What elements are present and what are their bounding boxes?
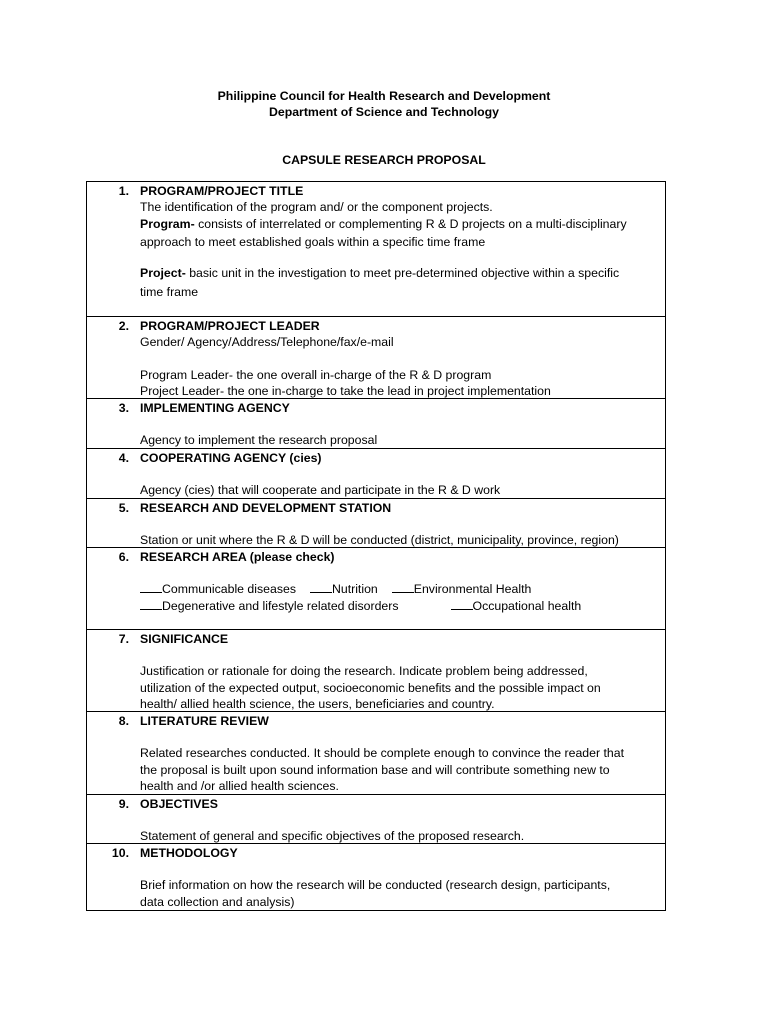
section-text: approach to meet established goals within a specific time frame xyxy=(140,234,486,249)
section-text: data collection and analysis) xyxy=(140,894,295,909)
checkbox-blank[interactable] xyxy=(392,581,414,593)
section-text: Project Leader- the one in-charge to take the lead in project implementation xyxy=(140,383,551,398)
section-text: Gender/ Agency/Address/Telephone/fax/e-mail xyxy=(140,335,394,350)
section-heading: RESEARCH AREA (please check) xyxy=(140,550,335,564)
program-definition: consists of interrelated or complementing R & D projects on a multi-disciplinary xyxy=(194,216,627,231)
checkbox-blank[interactable] xyxy=(310,581,332,593)
section-number: 1. xyxy=(118,184,129,198)
section-heading: SIGNIFICANCE xyxy=(140,632,229,646)
section-text: Brief information on how the research will be conducted (research design, participants, xyxy=(140,878,611,893)
section-number: 5. xyxy=(118,501,129,515)
section-number: 10. xyxy=(111,846,129,860)
document-title: CAPSULE RESEARCH PROPOSAL xyxy=(282,153,486,167)
section-number: 7. xyxy=(118,632,129,646)
section-text: Justification or rationale for doing the research. Indicate problem being addressed, xyxy=(140,664,588,679)
section-heading: COOPERATING AGENCY (cies) xyxy=(140,451,322,465)
section-heading: PROGRAM/PROJECT LEADER xyxy=(140,319,320,333)
option-environmental-health: Environmental Health xyxy=(413,582,532,597)
section-text: time frame xyxy=(140,285,199,300)
section-research-station xyxy=(87,499,665,548)
proposal-table xyxy=(86,181,666,911)
section-program-leader xyxy=(87,317,665,399)
section-number: 9. xyxy=(118,797,129,811)
organization-name: Philippine Council for Health Research and Development xyxy=(217,89,551,103)
checkbox-blank[interactable] xyxy=(140,598,162,610)
section-text: Statement of general and specific objectives of the proposed research. xyxy=(140,829,525,844)
section-text: health and /or allied health sciences. xyxy=(140,778,339,793)
section-heading: RESEARCH AND DEVELOPMENT STATION xyxy=(140,501,392,515)
section-number: 6. xyxy=(118,550,129,564)
section-text: Agency (cies) that will cooperate and participate in the R & D work xyxy=(140,483,501,498)
option-degenerative-disorders: Degenerative and lifestyle related disorders xyxy=(162,598,399,613)
section-number: 3. xyxy=(118,401,129,415)
section-heading: PROGRAM/PROJECT TITLE xyxy=(140,184,304,198)
checkbox-blank[interactable] xyxy=(140,581,162,593)
section-text: the proposal is built upon sound information base and will contribute something new to xyxy=(140,762,610,777)
section-literature-review xyxy=(87,712,665,795)
department-name: Department of Science and Technology xyxy=(268,105,500,119)
research-area-options-row xyxy=(140,598,657,614)
research-area-options-row xyxy=(140,581,657,597)
section-text: Station or unit where the R & D will be conducted (district, municipality, province, region) xyxy=(140,533,619,548)
option-nutrition: Nutrition xyxy=(331,582,378,597)
section-number: 8. xyxy=(118,714,129,728)
section-text: utilization of the expected output, socioeconomic benefits and the possible impact on xyxy=(140,680,601,695)
section-text: Related researches conducted. It should be complete enough to convince the reader that xyxy=(140,746,624,761)
section-text xyxy=(140,265,657,281)
project-definition: basic unit in the investigation to meet pre-determined objective within a specific xyxy=(185,266,620,281)
section-implementing-agency xyxy=(87,399,665,449)
option-occupational-health: Occupational health xyxy=(472,598,582,613)
section-heading: METHODOLOGY xyxy=(140,846,238,860)
section-number: 4. xyxy=(118,451,129,465)
section-cooperating-agency xyxy=(87,449,665,499)
option-communicable-diseases: Communicable diseases xyxy=(162,582,296,597)
section-text: Program Leader- the one overall in-charge of the R & D program xyxy=(140,367,492,382)
section-heading: OBJECTIVES xyxy=(140,797,218,811)
section-heading: LITERATURE REVIEW xyxy=(140,714,269,728)
section-text xyxy=(140,216,657,232)
section-text: Agency to implement the research proposal xyxy=(140,433,378,448)
checkbox-blank[interactable] xyxy=(451,598,473,610)
section-objectives xyxy=(87,795,665,844)
section-program-title xyxy=(87,182,665,317)
project-label: Project- xyxy=(140,266,186,281)
section-heading: IMPLEMENTING AGENCY xyxy=(140,401,290,415)
section-methodology xyxy=(87,844,665,910)
section-number: 2. xyxy=(118,319,129,333)
section-research-area xyxy=(87,548,665,630)
program-label: Program- xyxy=(140,216,195,231)
section-significance xyxy=(87,630,665,712)
section-text: health/ allied health science, the users, beneficiaries and country. xyxy=(140,696,495,711)
section-text: The identification of the program and/ or the component projects. xyxy=(140,200,493,215)
